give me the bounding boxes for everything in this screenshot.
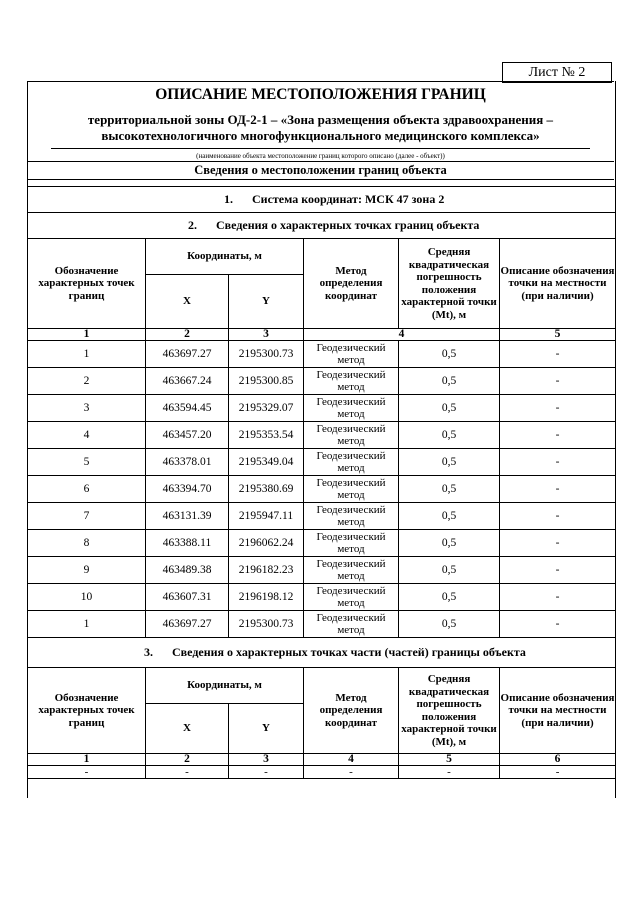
point-cell: - <box>28 766 146 779</box>
x-cell: 463131.39 <box>146 503 229 530</box>
section-1-row <box>28 187 616 213</box>
description-cell: - <box>500 584 616 611</box>
table-row <box>28 341 616 368</box>
col-point-header: Обозначение характерных точек границ <box>28 239 146 329</box>
point-cell: 10 <box>28 584 146 611</box>
point-cell: 2 <box>28 368 146 395</box>
table-row <box>28 557 616 584</box>
table-row <box>28 368 616 395</box>
table-row <box>28 611 616 638</box>
point-cell: 6 <box>28 476 146 503</box>
description-cell: - <box>500 368 616 395</box>
error-cell: 0,5 <box>399 341 500 368</box>
subtitle-line-1: территориальной зоны ОД-2-1 – «Зона размещения объекта здравоохранения – <box>87 112 554 127</box>
t2-col-error-header: Средняя квадратическая погрешность положения характерной точки (Mt), м <box>399 668 500 754</box>
section-1-number: 1. <box>224 192 233 206</box>
y-cell: - <box>229 766 304 779</box>
method-cell: Геодезический метод <box>304 395 399 422</box>
t2-column-numbers-row <box>28 754 616 766</box>
table-row <box>28 503 616 530</box>
method-cell: Геодезический метод <box>304 503 399 530</box>
method-cell: Геодезический метод <box>304 341 399 368</box>
error-cell: 0,5 <box>399 611 500 638</box>
col-number: 2 <box>146 754 229 766</box>
method-cell: Геодезический метод <box>304 557 399 584</box>
col-coords-header: Координаты, м <box>146 239 304 275</box>
point-cell: 5 <box>28 449 146 476</box>
col-number: 5 <box>399 754 500 766</box>
x-cell: 463394.70 <box>146 476 229 503</box>
error-cell: 0,5 <box>399 422 500 449</box>
method-cell: Геодезический метод <box>304 530 399 557</box>
boundary-points-table <box>27 186 616 779</box>
point-cell: 9 <box>28 557 146 584</box>
col-number: 6 <box>500 754 616 766</box>
error-cell: 0,5 <box>399 530 500 557</box>
error-cell: - <box>399 766 500 779</box>
method-cell: Геодезический метод <box>304 449 399 476</box>
point-cell: 1 <box>28 341 146 368</box>
method-cell: Геодезический метод <box>304 584 399 611</box>
col-x-header: X <box>146 275 229 329</box>
x-cell: - <box>146 766 229 779</box>
document-subtitle <box>27 112 614 144</box>
document-title: ОПИСАНИЕ МЕСТОПОЛОЖЕНИЯ ГРАНИЦ <box>155 86 486 103</box>
description-cell: - <box>500 422 616 449</box>
method-cell: Геодезический метод <box>304 368 399 395</box>
x-cell: 463594.45 <box>146 395 229 422</box>
error-cell: 0,5 <box>399 449 500 476</box>
subtitle-note: (наименование объекта местоположение границ которого описано (далее - объект)) <box>196 152 445 160</box>
section-2-number: 2. <box>188 218 197 232</box>
point-cell: 4 <box>28 422 146 449</box>
sheet-number: Лист № 2 <box>502 62 612 83</box>
t2-col-point-header: Обозначение характерных точек границ <box>28 668 146 754</box>
col-description-header: Описание обозначения точки на местности (при наличии) <box>500 239 616 329</box>
t2-col-y-header: Y <box>229 704 304 754</box>
col-error-header: Средняя квадратическая погрешность положения характерной точки (Mt), м <box>399 239 500 329</box>
table-row <box>28 476 616 503</box>
description-cell: - <box>500 503 616 530</box>
t2-header-row-1 <box>28 668 616 704</box>
y-cell: 2195329.07 <box>229 395 304 422</box>
table-row <box>28 449 616 476</box>
description-cell: - <box>500 530 616 557</box>
x-cell: 463489.38 <box>146 557 229 584</box>
description-cell: - <box>500 341 616 368</box>
error-cell: 0,5 <box>399 557 500 584</box>
x-cell: 463697.27 <box>146 341 229 368</box>
method-cell: - <box>304 766 399 779</box>
t2-col-coords-header: Координаты, м <box>146 668 304 704</box>
col-number: 2 <box>146 329 229 341</box>
col-number: 4 <box>304 329 500 341</box>
col-method-header: Метод определения координат <box>304 239 399 329</box>
subtitle-underline <box>51 148 590 149</box>
description-cell: - <box>500 476 616 503</box>
col-number: 3 <box>229 329 304 341</box>
y-cell: 2195380.69 <box>229 476 304 503</box>
table-row <box>28 530 616 557</box>
table-row <box>28 422 616 449</box>
point-cell: 3 <box>28 395 146 422</box>
col-number: 4 <box>304 754 399 766</box>
y-cell: 2196198.12 <box>229 584 304 611</box>
method-cell: Геодезический метод <box>304 611 399 638</box>
section-2-text: Сведения о характерных точках границ объекта <box>216 218 480 232</box>
description-cell: - <box>500 395 616 422</box>
point-cell: 1 <box>28 611 146 638</box>
point-cell: 7 <box>28 503 146 530</box>
point-cell: 8 <box>28 530 146 557</box>
y-cell: 2196182.23 <box>229 557 304 584</box>
document-header <box>27 81 614 160</box>
x-cell: 463378.01 <box>146 449 229 476</box>
x-cell: 463697.27 <box>146 611 229 638</box>
error-cell: 0,5 <box>399 503 500 530</box>
error-cell: 0,5 <box>399 395 500 422</box>
y-cell: 2195300.73 <box>229 611 304 638</box>
y-cell: 2195300.73 <box>229 341 304 368</box>
y-cell: 2195349.04 <box>229 449 304 476</box>
table-row <box>28 584 616 611</box>
y-cell: 2195947.11 <box>229 503 304 530</box>
table-row <box>28 395 616 422</box>
col-number: 1 <box>28 329 146 341</box>
method-cell: Геодезический метод <box>304 422 399 449</box>
col-number: 1 <box>28 754 146 766</box>
t2-col-description-header: Описание обозначения точки на местности (при наличии) <box>500 668 616 754</box>
description-cell: - <box>500 449 616 476</box>
x-cell: 463607.31 <box>146 584 229 611</box>
col-number: 3 <box>229 754 304 766</box>
x-cell: 463667.24 <box>146 368 229 395</box>
column-numbers-row <box>28 329 616 341</box>
subtitle-line-2: высокотехнологичного многофункционального медицинского комплекса» <box>101 128 540 143</box>
section-header: Сведения о местоположении границ объекта <box>27 161 614 180</box>
x-cell: 463457.20 <box>146 422 229 449</box>
y-cell: 2195300.85 <box>229 368 304 395</box>
description-cell: - <box>500 557 616 584</box>
t2-col-x-header: X <box>146 704 229 754</box>
section-3-number: 3. <box>144 645 153 659</box>
section-1-text: Система координат: МСК 47 зона 2 <box>252 192 445 206</box>
error-cell: 0,5 <box>399 584 500 611</box>
section-3-row <box>28 638 616 668</box>
t2-col-method-header: Метод определения координат <box>304 668 399 754</box>
y-cell: 2195353.54 <box>229 422 304 449</box>
method-cell: Геодезический метод <box>304 476 399 503</box>
table-row <box>28 766 616 779</box>
section-2-row <box>28 213 616 239</box>
col-y-header: Y <box>229 275 304 329</box>
desc-cell: - <box>500 766 616 779</box>
error-cell: 0,5 <box>399 476 500 503</box>
y-cell: 2196062.24 <box>229 530 304 557</box>
description-cell: - <box>500 611 616 638</box>
x-cell: 463388.11 <box>146 530 229 557</box>
header-row-1 <box>28 239 616 275</box>
section-3-text: Сведения о характерных точках части (частей) границы объекта <box>172 645 526 659</box>
error-cell: 0,5 <box>399 368 500 395</box>
col-number: 5 <box>500 329 616 341</box>
